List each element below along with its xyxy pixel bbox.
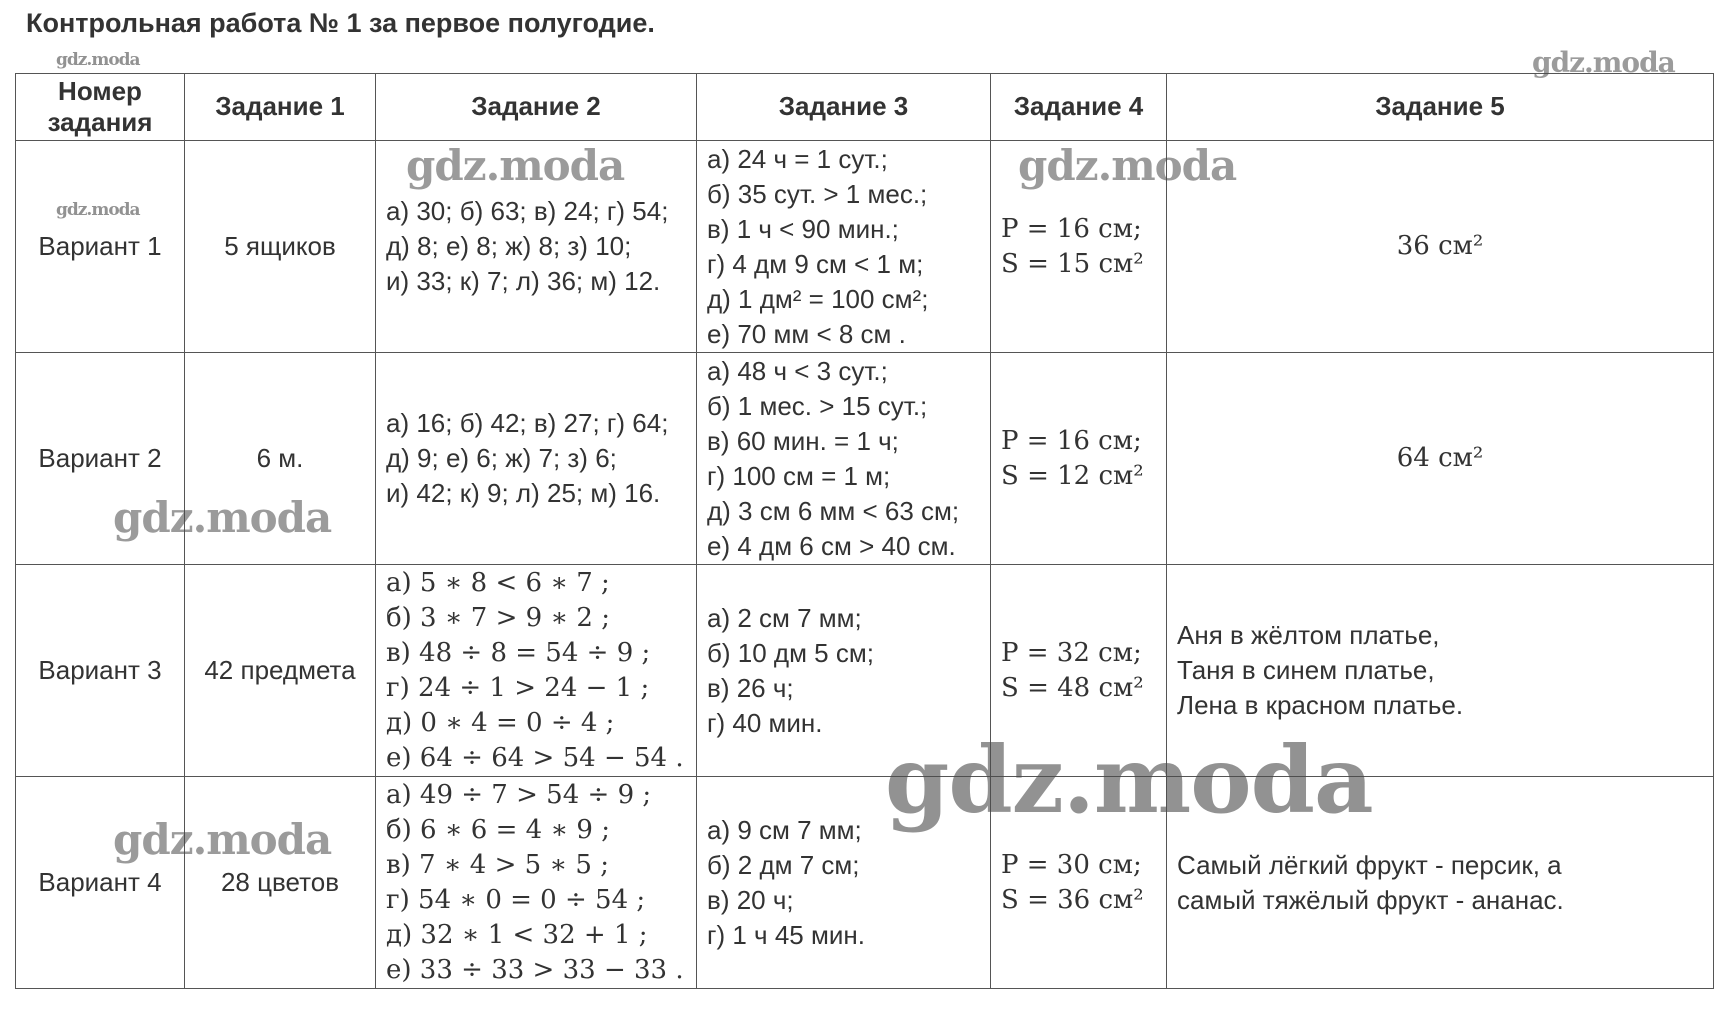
cell-line: и) 33; к) 7; л) 36; м) 12. [386, 266, 661, 296]
header-task-5: Задание 5 [1167, 74, 1714, 141]
cell-line: а) 49 ÷ 7 > 54 ÷ 9 ; [386, 779, 652, 810]
cell-line: б) 6 ∗ 6 = 4 ∗ 9 ; [386, 814, 610, 845]
cell-line: а) 48 ч < 3 сут.; [707, 355, 888, 386]
cell-line: б) 35 сут. > 1 мес.; [707, 178, 928, 209]
variant-cell: Вариант 1 [16, 141, 185, 353]
table-row [16, 141, 1714, 353]
cell-line: г) 4 дм 9 см < 1 м; [707, 248, 924, 279]
cell-line: в) 26 ч; [707, 672, 794, 703]
task-3-cell [697, 141, 991, 353]
cell-line: б) 1 мес. > 15 сут.; [707, 390, 928, 421]
cell-line: в) 1 ч < 90 мин.; [707, 213, 899, 244]
cell-line: 36 см² [1396, 231, 1484, 261]
cell-line: е) 70 мм < 8 см . [707, 318, 906, 349]
cell-line: г) 54 ∗ 0 = 0 ÷ 54 ; [386, 884, 646, 915]
cell-line: Самый лёгкий фрукт - персик, а [1177, 849, 1562, 880]
cell-line: S = 15 см² [1001, 248, 1144, 279]
cell-line: P = 16 см; [1001, 425, 1142, 456]
task-1-cell: 5 ящиков [185, 141, 376, 353]
cell-line: д) 3 см 6 мм < 63 см; [707, 495, 960, 526]
header-task-2: Задание 2 [376, 74, 697, 141]
cell-line: а) 2 см 7 мм; [707, 602, 862, 633]
task-5-cell [1167, 353, 1714, 565]
cell-line: P = 30 см; [1001, 849, 1142, 880]
cell-line: д) 9; е) 6; ж) 7; з) 6; [386, 443, 617, 473]
cell-line: д) 0 ∗ 4 = 0 ÷ 4 ; [386, 707, 615, 738]
cell-line: г) 24 ÷ 1 > 24 − 1 ; [386, 672, 650, 703]
cell-line: Лена в красном платье. [1177, 690, 1464, 720]
cell-line: е) 4 дм 6 см > 40 см. [707, 530, 956, 561]
cell-line: Таня в синем платье, [1177, 655, 1435, 685]
header-task-number: Номер задания [16, 74, 185, 141]
watermark-text: gdz.moda [1532, 46, 1675, 79]
table-row [16, 565, 1714, 777]
task-1-cell: 28 цветов [185, 777, 376, 989]
watermark-text: gdz.moda [1018, 141, 1237, 190]
cell-line: в) 48 ÷ 8 = 54 ÷ 9 ; [386, 637, 651, 668]
task-4-cell [991, 353, 1167, 565]
cell-line: г) 100 см = 1 м; [707, 460, 891, 491]
cell-line: г) 1 ч 45 мин. [707, 919, 865, 950]
watermark-text: gdz.moda [406, 141, 625, 190]
cell-line: б) 2 дм 7 см; [707, 849, 860, 880]
task-2-cell [376, 777, 697, 989]
task-1-cell: 42 предмета [185, 565, 376, 777]
cell-line: г) 40 мин. [707, 707, 823, 738]
cell-line: б) 3 ∗ 7 > 9 ∗ 2 ; [386, 602, 610, 633]
cell-line: S = 36 см² [1001, 884, 1144, 915]
header-task-4: Задание 4 [991, 74, 1167, 141]
cell-line: в) 20 ч; [707, 884, 794, 915]
page-title: Контрольная работа № 1 за первое полугодие. [26, 8, 655, 38]
cell-line: а) 24 ч = 1 сут.; [707, 143, 888, 174]
cell-line: б) 10 дм 5 см; [707, 637, 874, 668]
cell-line: а) 30; б) 63; в) 24; г) 54; [386, 196, 669, 226]
cell-line: д) 1 дм² = 100 см²; [707, 283, 929, 314]
cell-line: S = 48 см² [1001, 672, 1144, 703]
cell-line: в) 7 ∗ 4 > 5 ∗ 5 ; [386, 849, 609, 880]
task-3-cell [697, 353, 991, 565]
cell-line: в) 60 мин. = 1 ч; [707, 425, 899, 456]
header-task-1: Задание 1 [185, 74, 376, 141]
table-row [16, 777, 1714, 989]
header-row [16, 74, 1714, 141]
variant-cell: Вариант 2 [16, 353, 185, 565]
cell-line: е) 64 ÷ 64 > 54 − 54 . [386, 742, 684, 773]
task-2-cell [376, 353, 697, 565]
task-2-cell [376, 565, 697, 777]
cell-line: а) 9 см 7 мм; [707, 814, 862, 845]
watermark-text: gdz.moda [113, 815, 332, 864]
watermark-text: gdz.moda [56, 200, 140, 220]
cell-line: P = 16 см; [1001, 213, 1142, 244]
cell-line: самый тяжёлый фрукт - ананас. [1177, 884, 1564, 915]
cell-line: е) 33 ÷ 33 > 33 − 33 . [386, 954, 684, 985]
watermark-text: gdz.moda [885, 726, 1373, 834]
cell-line: а) 16; б) 42; в) 27; г) 64; [386, 408, 669, 438]
cell-line: S = 12 см² [1001, 460, 1144, 491]
variant-cell: Вариант 3 [16, 565, 185, 777]
cell-line: и) 42; к) 9; л) 25; м) 16. [386, 478, 661, 508]
cell-line: 64 см² [1396, 443, 1484, 473]
watermark-text: gdz.moda [56, 50, 140, 70]
cell-line: д) 8; е) 8; ж) 8; з) 10; [386, 231, 632, 261]
task-5-cell [1167, 141, 1714, 353]
watermark-text: gdz.moda [113, 493, 332, 542]
cell-line: P = 32 см; [1001, 637, 1142, 668]
cell-line: Аня в жёлтом платье, [1177, 620, 1440, 650]
cell-line: а) 5 ∗ 8 < 6 ∗ 7 ; [386, 567, 610, 598]
header-task-3: Задание 3 [697, 74, 991, 141]
cell-line: д) 32 ∗ 1 < 32 + 1 ; [386, 919, 648, 950]
variant-cell: Вариант 4 [16, 777, 185, 989]
task-1-cell: 6 м. [185, 353, 376, 565]
